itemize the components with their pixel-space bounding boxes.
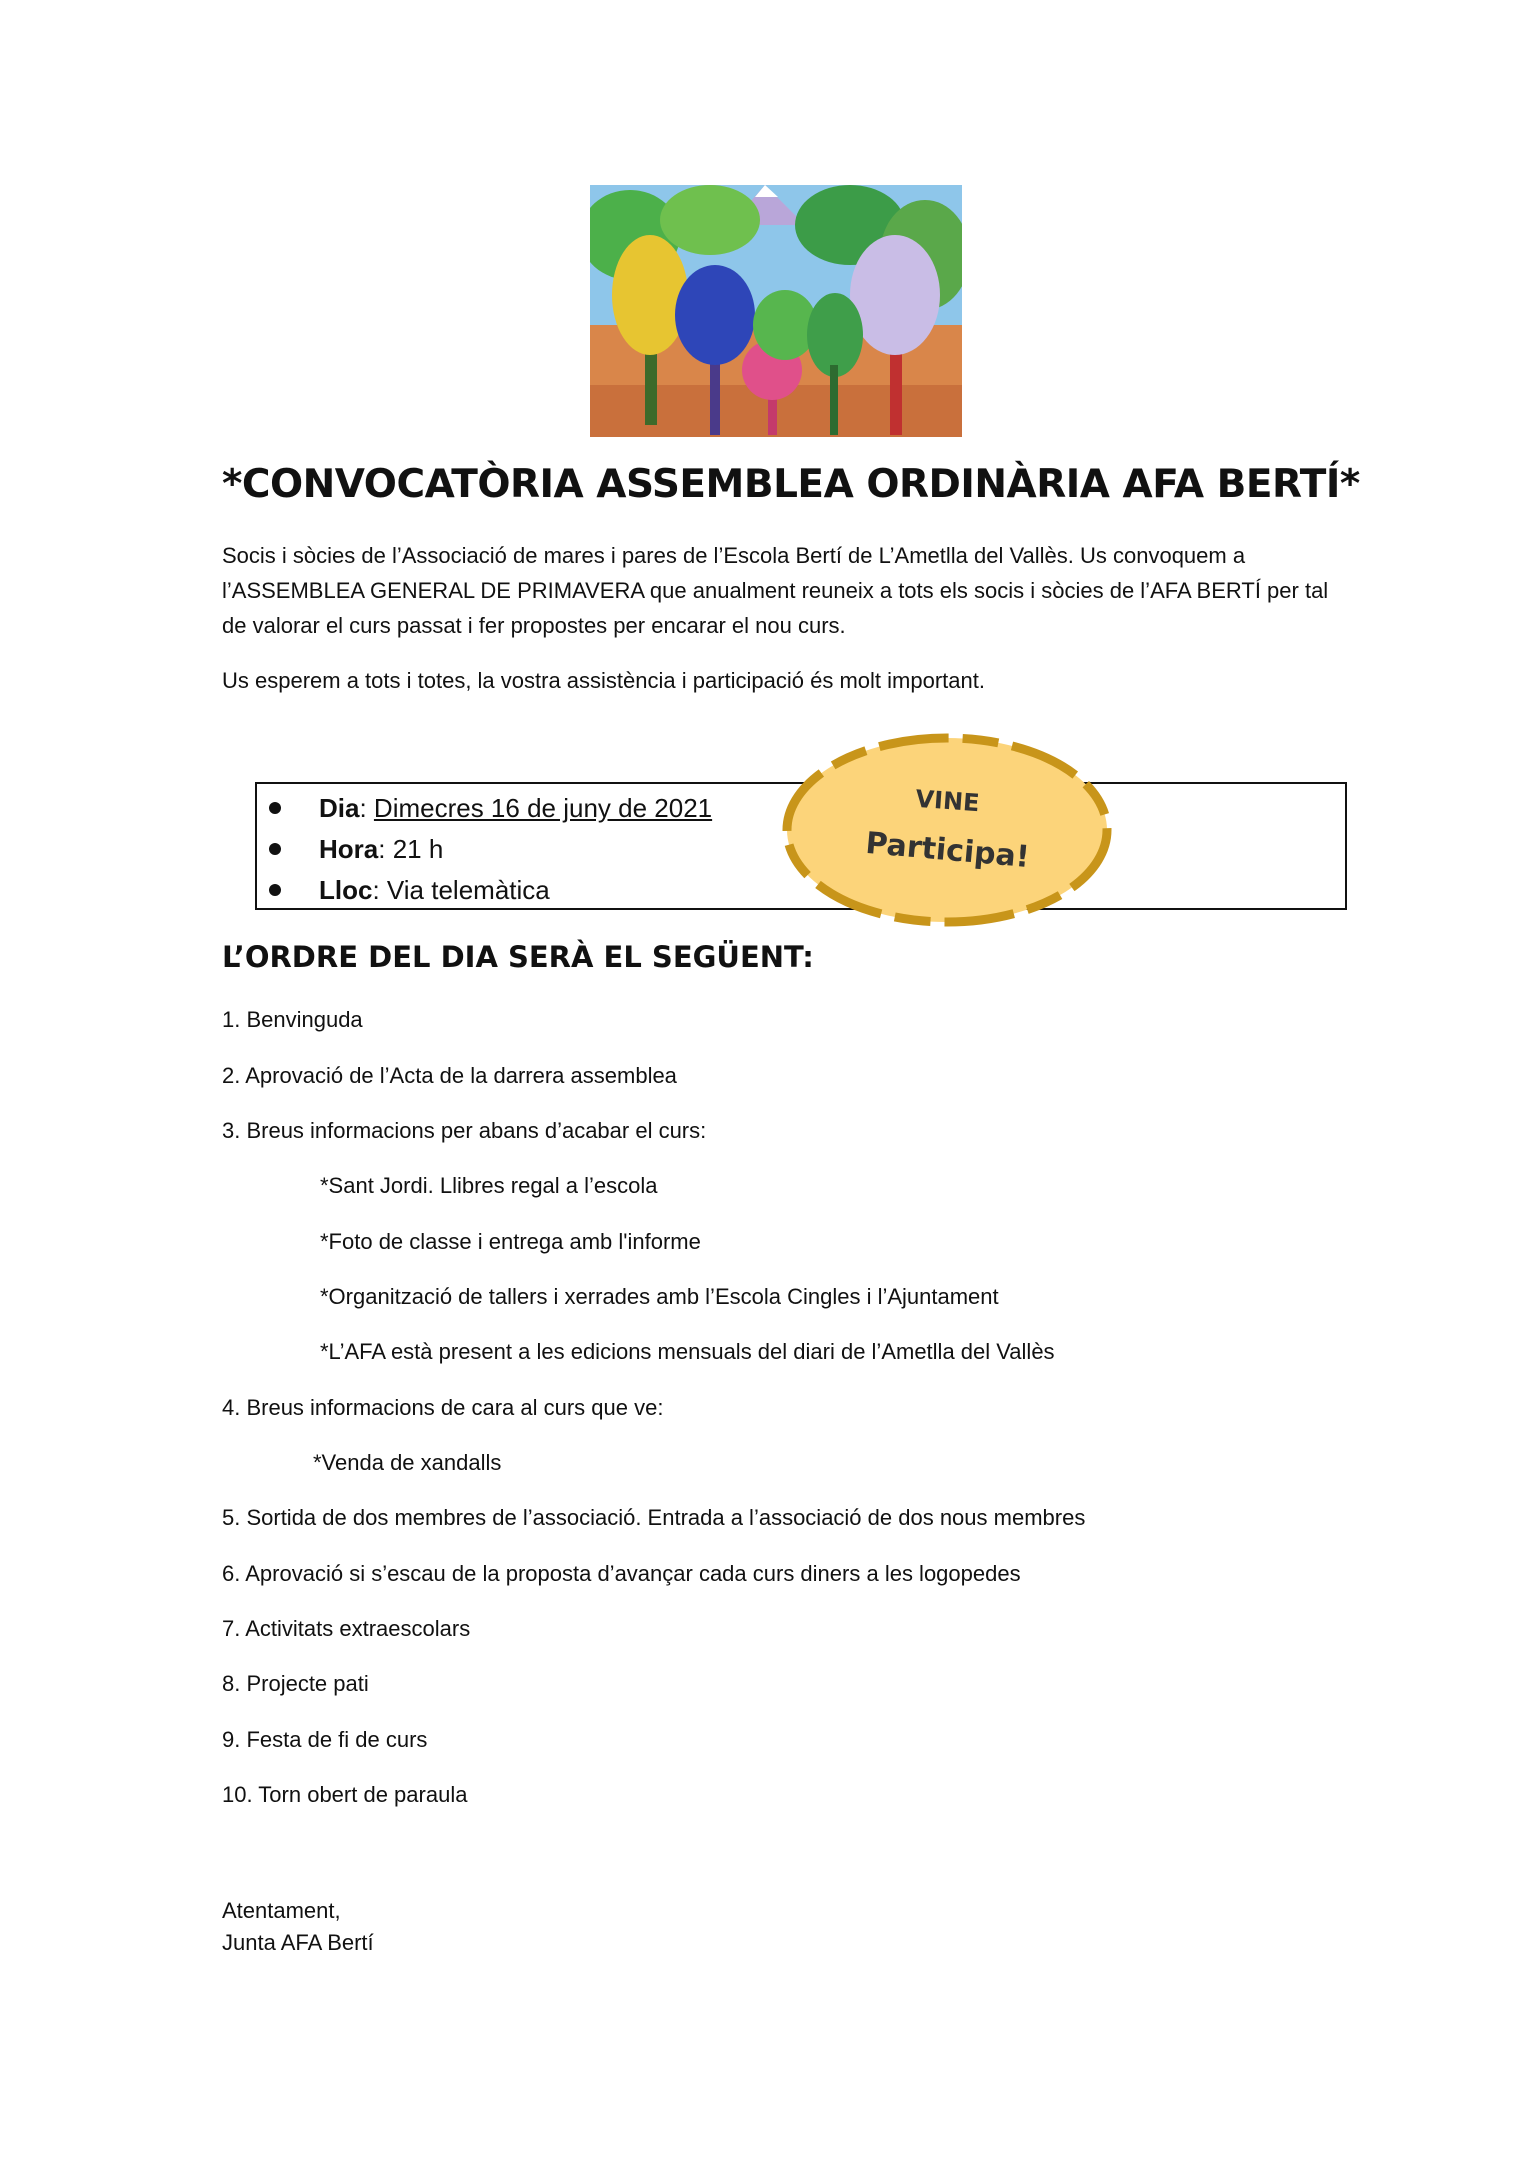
detail-value: 21 h: [392, 833, 444, 864]
agenda-subitem: *Sant Jordi. Llibres regal a l’escola: [320, 1173, 658, 1198]
intro-paragraph: Socis i sòcies de l’Associació de mares i pares de l’Escola Bertí de L’Ametlla del Vallès. Us convoquem a l’ASSEMBLEA GENERAL DE PRIMAVERA que anualment reuneix a tots els socis i sòcies de l’AFA BERTÍ per tal de valorar el curs passat i fer propostes per encarar el nou curs.: [222, 543, 1329, 638]
agenda-item: 1. Benvinguda: [222, 1007, 363, 1032]
agenda-subitem: *Venda de xandalls: [313, 1450, 502, 1475]
agenda-item: 5. Sortida de dos membres de l’associació. Entrada a l’associació de dos nous membres: [222, 1505, 1086, 1530]
detail-value: Via telemàtica: [386, 874, 550, 905]
invitation-paragraph: Us esperem a tots i totes, la vostra assistència i participació és molt important.: [222, 668, 985, 693]
detail-label: Dia: [319, 792, 360, 823]
agenda-item: 6. Aprovació si s’escau de la proposta d’avançar cada curs diners a les logopedes: [222, 1561, 1021, 1586]
agenda-item: 4. Breus informacions de cara al curs que ve:: [222, 1395, 664, 1420]
header-illustration: [590, 185, 962, 437]
closing-salutation: Atentament,: [222, 1898, 341, 1923]
agenda-item: 9. Festa de fi de curs: [222, 1727, 428, 1752]
badge-text-participate: Participa!: [864, 825, 1031, 876]
agenda-item: 8. Projecte pati: [222, 1671, 369, 1696]
bullet-icon: [269, 884, 281, 896]
agenda-item: 2. Aprovació de l’Acta de la darrera assemblea: [222, 1063, 677, 1088]
detail-value: Dimecres 16 de juny de 2021: [373, 792, 713, 823]
detail-place: Lloc : Via telemàtica: [319, 870, 550, 910]
agenda-subitem: *Organització de tallers i xerrades amb l’Escola Cingles i l’Ajuntament: [320, 1284, 999, 1309]
detail-day: Dia : Dimecres 16 de juny de 2021: [319, 788, 712, 828]
closing-signatory: Junta AFA Bertí: [222, 1930, 374, 1955]
participate-badge: [775, 725, 1120, 935]
agenda-item: 7. Activitats extraescolars: [222, 1616, 471, 1641]
closing-signature: [222, 1895, 374, 1959]
agenda-item: 3. Breus informacions per abans d’acabar el curs:: [222, 1118, 707, 1143]
agenda-subitem: *Foto de classe i entrega amb l'informe: [320, 1229, 701, 1254]
bullet-icon: [269, 843, 281, 855]
bullet-icon: [269, 802, 281, 814]
agenda-heading: L’ORDRE DEL DIA SERÀ EL SEGÜENT:: [222, 940, 814, 974]
agenda-subitem: *L’AFA està present a les edicions mensuals del diari de l’Ametlla del Vallès: [320, 1339, 1055, 1364]
badge-text-come: VINE: [914, 784, 981, 818]
detail-label: Lloc: [319, 874, 373, 905]
page-title: *CONVOCATÒRIA ASSEMBLEA ORDINÀRIA AFA BERTÍ*: [222, 462, 1360, 507]
agenda-item: 10. Torn obert de paraula: [222, 1782, 468, 1807]
detail-time: Hora : 21 h: [319, 829, 443, 869]
detail-label: Hora: [319, 833, 379, 864]
